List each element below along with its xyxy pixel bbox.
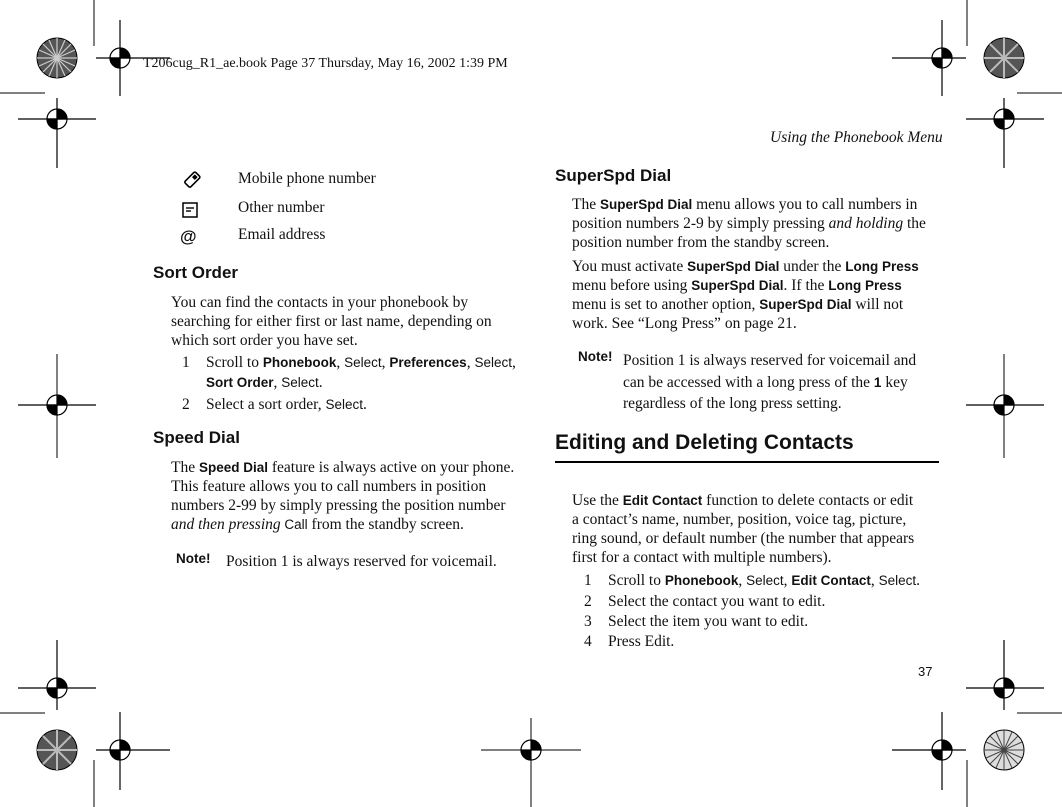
editing-step-3: 3 Select the item you want to edit. bbox=[584, 613, 809, 630]
crosshair-target bbox=[18, 395, 96, 415]
superspd-para-2: You must activate SuperSpd Dial under the Long Press menu before using SuperSpd Dial. If the Long Press menu is set to another option, SuperSpd Dial will not work. See “Long Press” on page 21. bbox=[572, 258, 919, 332]
speed-dial-note-text: Position 1 is always reserved for voicemail. bbox=[226, 553, 497, 570]
editing-step-1: 1 Scroll to Phonebook, Select, Edit Contact, Select. bbox=[584, 572, 921, 589]
star-target bbox=[984, 38, 1024, 78]
superspd-dial-heading: SuperSpd Dial bbox=[555, 166, 672, 185]
crosshair-target bbox=[966, 395, 1044, 415]
star-target bbox=[37, 38, 77, 78]
running-title: Using the Phonebook Menu bbox=[770, 129, 943, 146]
star-target bbox=[37, 730, 77, 770]
crosshair-target bbox=[892, 20, 966, 96]
speed-dial-note-label: Note! bbox=[176, 551, 211, 566]
mobile-phone-icon bbox=[181, 170, 203, 190]
crosshair-target bbox=[18, 640, 96, 710]
superspd-para-1: The SuperSpd Dial menu allows you to call numbers in position numbers 2-9 by simply pressing and holding the position number from the standby screen. bbox=[572, 196, 926, 251]
star-target bbox=[984, 730, 1024, 770]
speed-dial-heading: Speed Dial bbox=[153, 428, 240, 447]
mobile-phone-label: Mobile phone number bbox=[238, 170, 376, 187]
crosshair-target bbox=[96, 712, 170, 790]
crosshair-target bbox=[521, 740, 541, 760]
sort-order-body: You can find the contacts in your phonebook by searching for either first or last name, depending on which sort order you have set. bbox=[171, 294, 492, 349]
sort-order-heading: Sort Order bbox=[153, 263, 239, 282]
crosshair-target bbox=[18, 98, 96, 168]
editing-step-2: 2 Select the contact you want to edit. bbox=[584, 593, 826, 610]
other-number-label: Other number bbox=[238, 199, 325, 216]
editing-body: Use the Edit Contact function to delete contacts or edit a contact’s name, number, position, voice tag, picture, ring sound, or default number (the number that appears first for a contact with multiple numbers). bbox=[572, 492, 915, 566]
other-number-icon bbox=[182, 202, 198, 218]
superspd-note-text: Position 1 is always reserved for voicemail and can be accessed with a long press of the 1 key regardless of the long press setting. bbox=[623, 352, 917, 412]
crosshair-target bbox=[892, 712, 966, 790]
sort-order-step-2: 2 Select a sort order, Select. bbox=[182, 396, 367, 413]
email-address-label: Email address bbox=[238, 226, 326, 243]
sort-order-step-1: 1 Scroll to Phonebook, Select, Preferences, Select, bbox=[182, 354, 516, 371]
crosshair-target bbox=[966, 98, 1044, 168]
crosshair-target bbox=[966, 640, 1044, 710]
speed-dial-body: The Speed Dial feature is always active on your phone. This feature allows you to call numbers in position numbers 2-99 by simply pressing the position number and then pressing Call from the standby screen. bbox=[171, 459, 515, 533]
book-info-line: T206cug_R1_ae.book Page 37 Thursday, May 16, 2002 1:39 PM bbox=[143, 56, 508, 71]
sort-order-step-1-cont: Sort Order, Select. bbox=[206, 374, 323, 391]
editing-step-4: 4 Press Edit. bbox=[584, 633, 675, 650]
page-number: 37 bbox=[918, 664, 933, 679]
editing-heading: Editing and Deleting Contacts bbox=[555, 431, 854, 454]
superspd-note-label: Note! bbox=[578, 349, 613, 364]
at-sign-icon: @ bbox=[180, 227, 197, 246]
